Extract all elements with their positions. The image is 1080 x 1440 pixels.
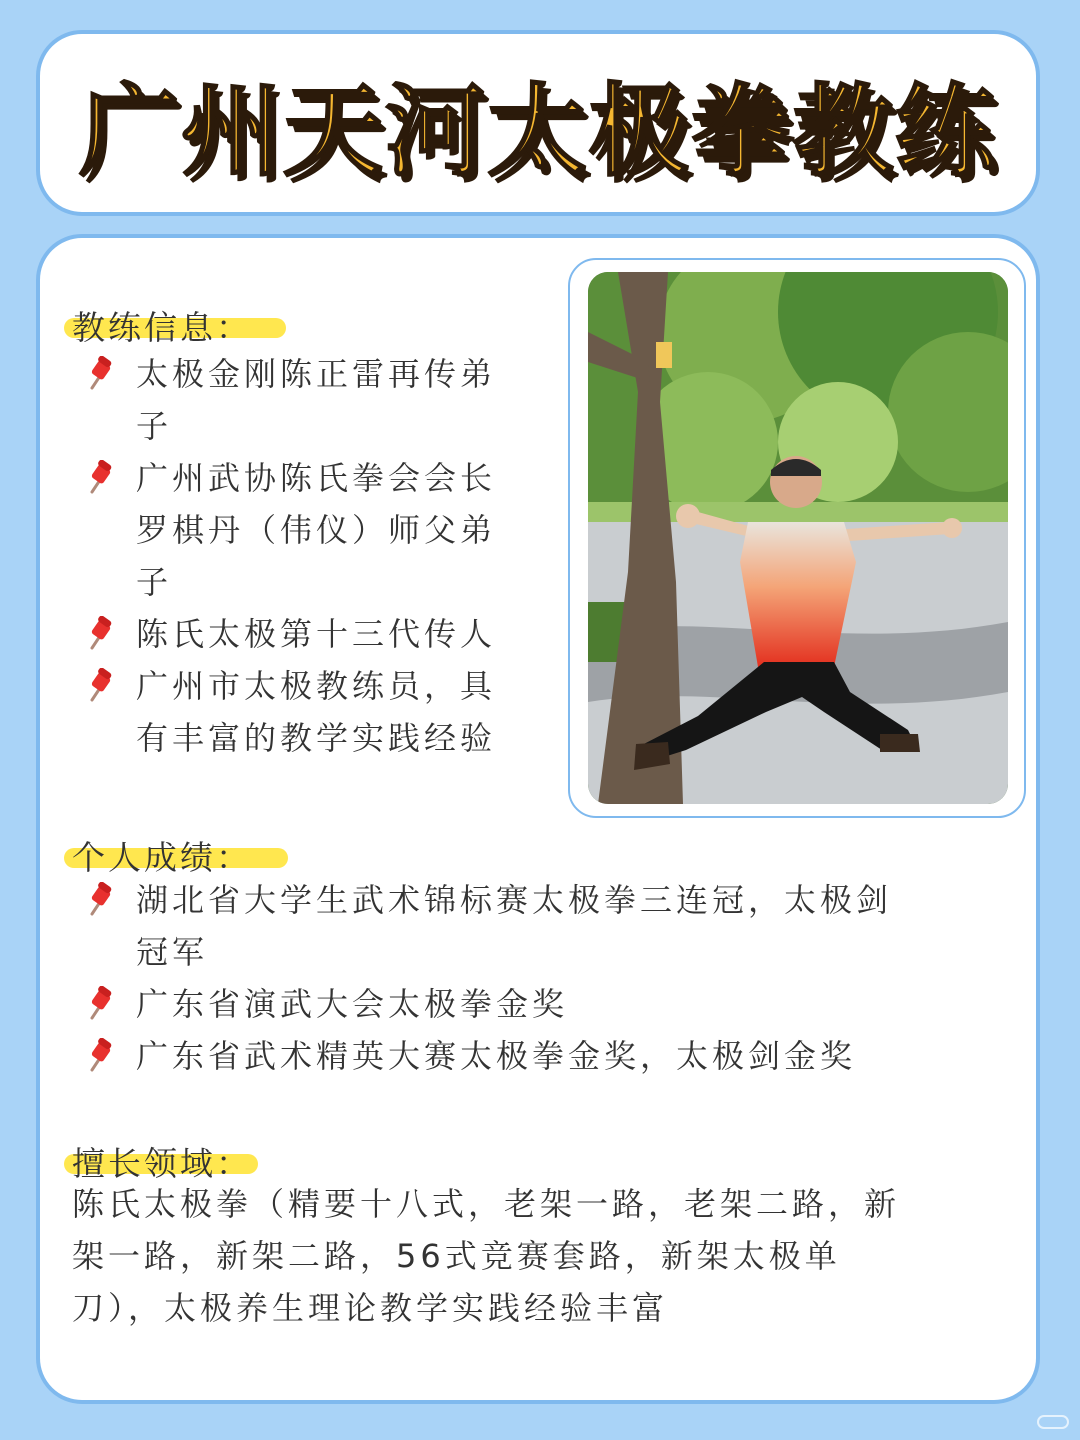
expertise-text: 陈氏太极拳（精要十八式，老架一路，老架二路，新 架一路，新架二路，56式竞赛套路，新架太极单 刀），太极养生理论教学实践经验丰富	[72, 1185, 901, 1327]
coach-info-heading: 教练信息：	[72, 308, 252, 347]
coach-info-item: 广州市太极教练员，具 有丰富的教学实践经验	[136, 667, 497, 757]
achievement-item: 湖北省大学生武术锦标赛太极拳三连冠，太极剑 冠军	[136, 881, 893, 971]
pushpin-icon	[84, 986, 116, 1022]
pushpin-icon	[84, 1038, 116, 1074]
achievement-item: 广东省演武大会太极拳金奖	[136, 985, 569, 1023]
coach-info-item: 陈氏太极第十三代传人	[136, 615, 497, 653]
coach-info-item: 广州武协陈氏拳会会长 罗棋丹（伟仪）师父弟 子	[136, 459, 497, 601]
pushpin-icon	[84, 460, 116, 496]
watermark-icon	[1036, 1412, 1070, 1432]
pushpin-icon	[84, 668, 116, 704]
pushpin-icon	[84, 356, 116, 392]
coach-info-item: 太极金刚陈正雷再传弟 子	[136, 355, 497, 445]
pushpin-icon	[84, 616, 116, 652]
title-card	[36, 30, 1040, 216]
achievements-heading: 个人成绩：	[72, 838, 252, 877]
achievement-item: 广东省武术精英大赛太极拳金奖，太极剑金奖	[136, 1037, 857, 1075]
page-title: 广州天河太极拳教练	[79, 73, 997, 190]
coach-photo	[588, 272, 1008, 804]
expertise-heading: 擅长领域：	[72, 1144, 252, 1183]
pushpin-icon	[84, 882, 116, 918]
